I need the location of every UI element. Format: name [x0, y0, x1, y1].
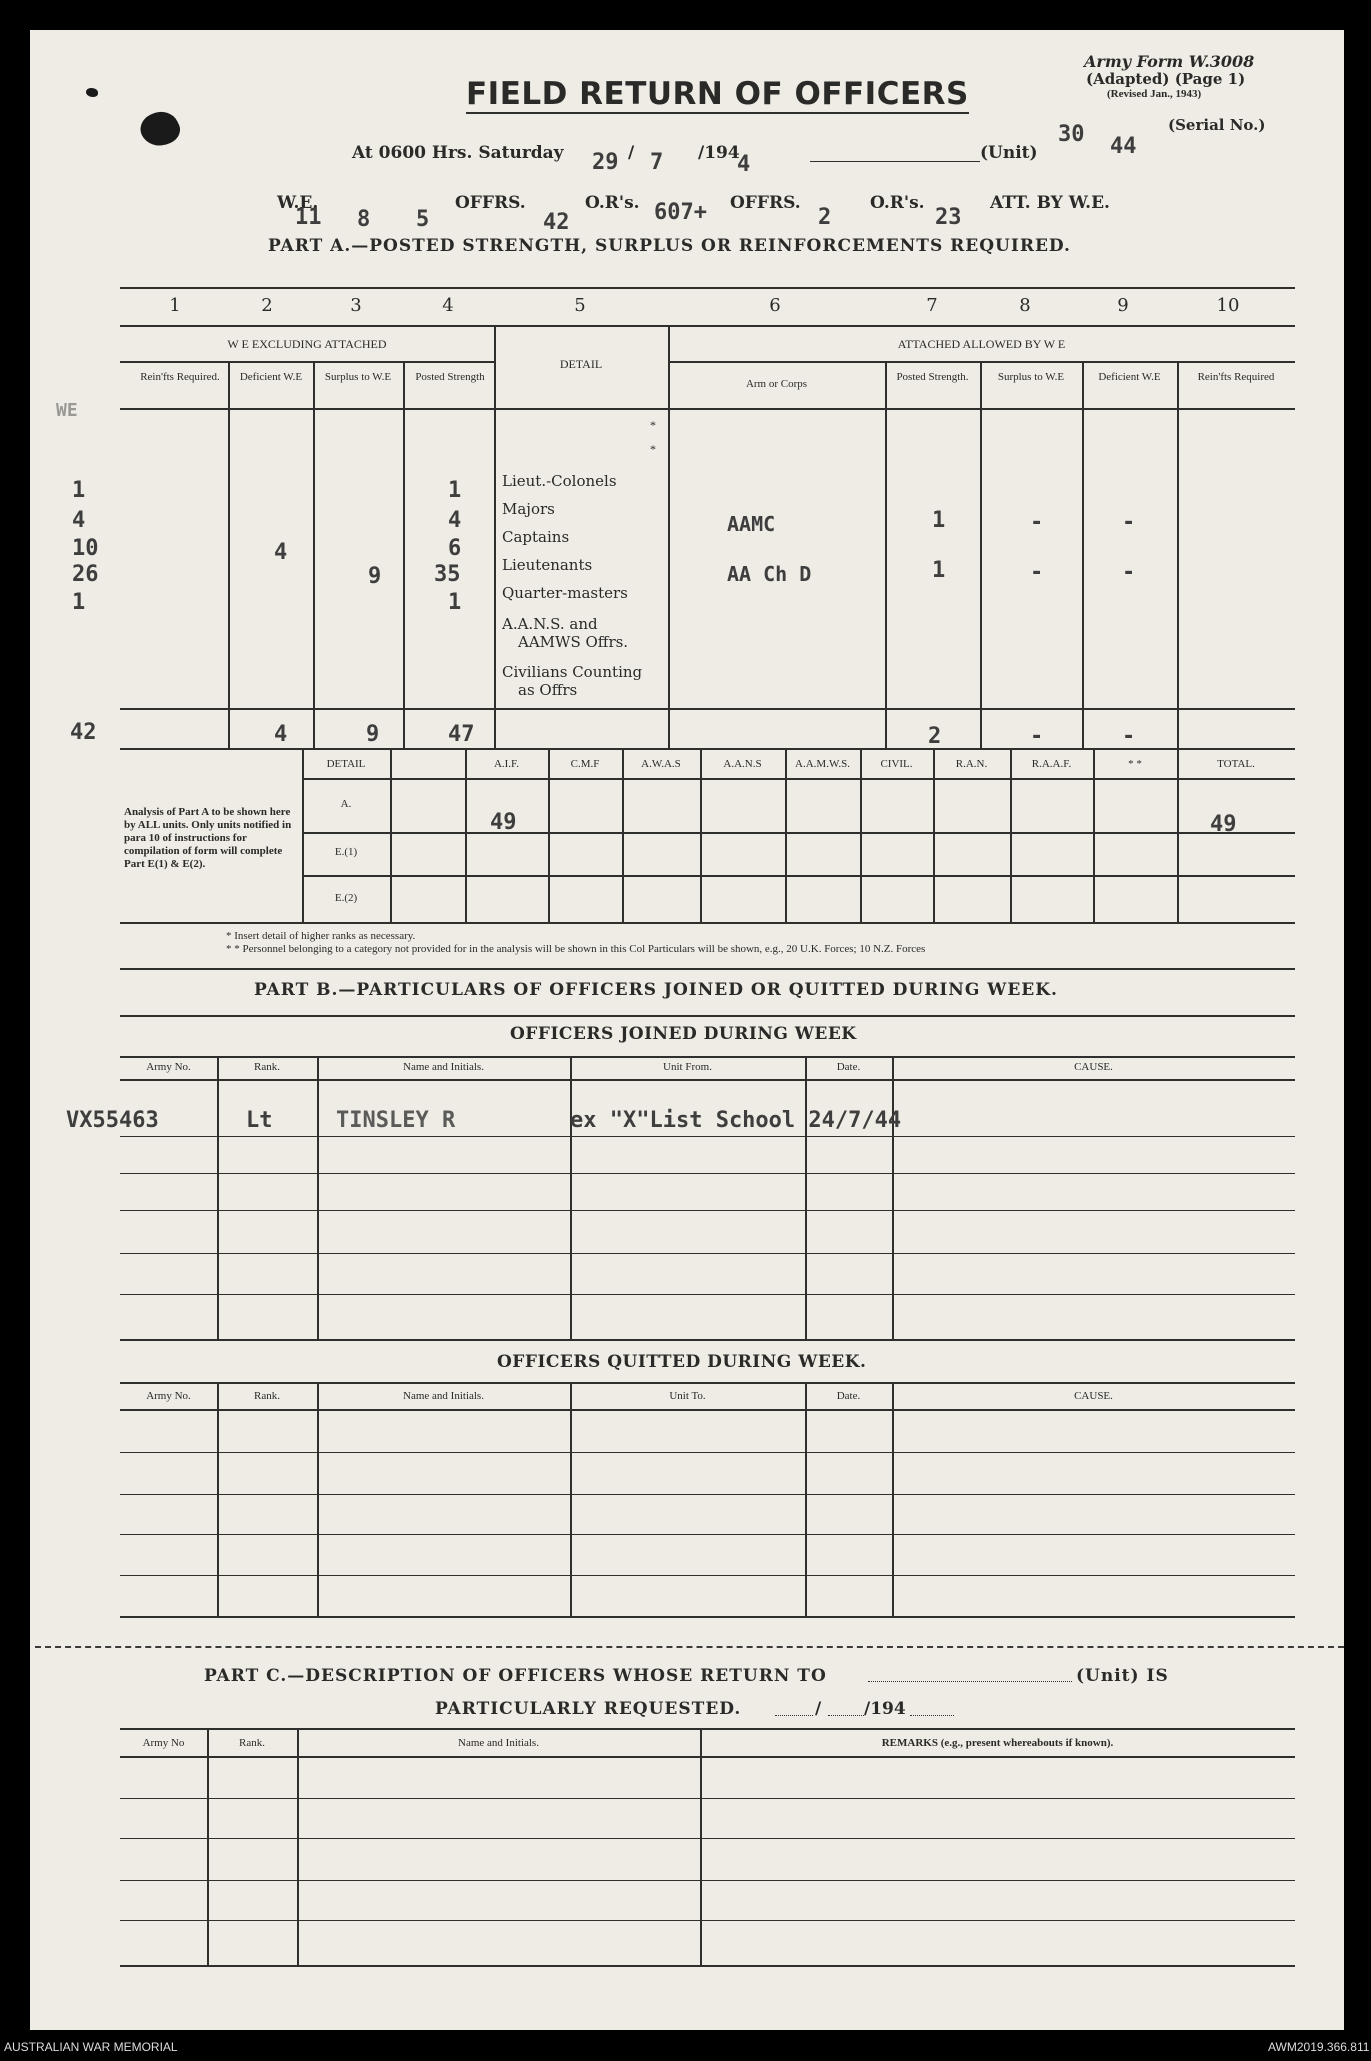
col-number: 4: [442, 295, 454, 316]
ors-value: 607+: [654, 200, 707, 225]
att-posted-2: 1: [932, 558, 946, 583]
rule: [892, 1382, 894, 1616]
part-c-unit-blank: [868, 1680, 1072, 1682]
analysis-row-label: A.: [340, 798, 352, 810]
rule: [1010, 748, 1012, 922]
col-number: 10: [1216, 295, 1240, 316]
rule: [120, 1798, 1295, 1799]
rule: [302, 832, 1295, 834]
date-month: 7: [650, 150, 664, 175]
rank-label: Captains: [502, 528, 570, 546]
rule: [317, 1382, 319, 1616]
analysis-header: CIVIL.: [880, 758, 913, 770]
posted-lieutenants: 35: [434, 562, 461, 587]
rule: [668, 361, 1295, 363]
analysis-header: C.M.F: [570, 758, 600, 770]
margin-value: 26: [72, 562, 99, 587]
quitted-col-header: Army No.: [146, 1390, 191, 1402]
col-number: 6: [769, 295, 781, 316]
quitted-col-header: Name and Initials.: [403, 1390, 484, 1402]
footnote-2: * * Personnel belonging to a category not provided for in the analysis will be shown in this Col Particulars will be shown, e.g., 20 U.K. Forces; 10 N.Z. Forces: [226, 943, 926, 955]
quitted-heading: OFFICERS QUITTED DURING WEEK.: [497, 1352, 867, 1372]
rule: [548, 748, 550, 922]
rule: [980, 361, 982, 748]
joined-col-header: CAUSE.: [1074, 1061, 1113, 1073]
part-c-col-header: REMARKS (e.g., present whereabouts if known).: [881, 1737, 1114, 1749]
date-label: At 0600 Hrs. Saturday: [352, 143, 564, 163]
rule: [1177, 748, 1179, 922]
part-c-line2: PARTICULARLY REQUESTED.: [435, 1699, 742, 1719]
ors2-label: O.R's.: [870, 193, 925, 213]
rule: [313, 361, 315, 748]
part-c-date-blank-2: [828, 1714, 864, 1716]
group-we-excluding: W E EXCLUDING ATTACHED: [227, 337, 387, 351]
rule: [1093, 748, 1095, 922]
att-dash: -: [1122, 510, 1136, 535]
rule: [120, 922, 1295, 924]
rule: [120, 1173, 1295, 1174]
rule: [120, 1382, 1295, 1384]
rank-star: *: [650, 442, 656, 456]
col-number: 8: [1019, 295, 1031, 316]
rule: [622, 748, 624, 922]
rule: [860, 748, 862, 922]
rule: [120, 325, 1295, 327]
h-posted-att: Posted Strength.: [896, 371, 969, 383]
rule: [120, 1339, 1295, 1341]
part-c-col-header: Rank.: [239, 1737, 265, 1749]
rule: [120, 1965, 1295, 1967]
joined-col-header: Name and Initials.: [403, 1061, 484, 1073]
offrs2-label: OFFRS.: [730, 193, 801, 213]
att-dash: -: [1030, 724, 1044, 749]
rule: [933, 748, 935, 922]
rule: [297, 1728, 299, 1965]
unit-blank-line: [810, 161, 980, 162]
rule: [207, 1728, 209, 1965]
rule: [494, 325, 496, 748]
rule: [120, 1575, 1295, 1576]
offrs-value: 42: [543, 210, 570, 235]
rule: [120, 748, 1295, 750]
perforation-line: [35, 1646, 1344, 1648]
rank-label: Lieut.-Colonels: [502, 472, 617, 490]
att-dash: -: [1122, 724, 1136, 749]
joined-heading: OFFICERS JOINED DURING WEEK: [510, 1024, 857, 1044]
h-surplus-att: Surplus to W.E: [997, 371, 1065, 383]
rule: [403, 361, 405, 748]
form-adapted: (Adapted) (Page 1): [1086, 70, 1246, 88]
total-att-posted: 2: [928, 724, 942, 749]
rule: [570, 1056, 572, 1339]
part-c-heading: PART C.—DESCRIPTION OF OFFICERS WHOSE RETURN TO: [204, 1666, 827, 1686]
margin-we: WE: [56, 400, 78, 421]
rule: [120, 1015, 1295, 1017]
rule: [785, 748, 787, 922]
col-number: 3: [350, 295, 362, 316]
quitted-col-header: Unit To.: [669, 1390, 706, 1402]
ors-label: O.R's.: [585, 193, 640, 213]
margin-value: 10: [72, 536, 99, 561]
analysis-total: 49: [1210, 812, 1237, 837]
rule: [120, 1838, 1295, 1839]
total-surplus: 9: [366, 722, 380, 747]
h-reinf: Rein'fts Required.: [140, 371, 220, 383]
col-number: 1: [169, 295, 181, 316]
col-number: 7: [926, 295, 938, 316]
rule: [120, 1494, 1295, 1495]
att-label: ATT. BY W.E.: [990, 193, 1110, 213]
analysis-row-label: E.(2): [334, 892, 358, 904]
h-deficient-att: Deficient W.E: [1098, 371, 1161, 383]
posted-lieut-colonels: 1: [448, 478, 462, 503]
deficient-captains: 4: [274, 540, 288, 565]
att-dash: -: [1030, 560, 1044, 585]
h-posted: Posted Strength: [415, 371, 485, 383]
analysis-header: A.A.N.S: [723, 758, 762, 770]
margin-value: 1: [72, 478, 86, 503]
att-posted-1: 1: [932, 508, 946, 533]
rule: [805, 1382, 807, 1616]
col-number: 9: [1117, 295, 1129, 316]
part-c-date-blank-1: [775, 1714, 813, 1716]
rule: [120, 1136, 1295, 1137]
aif-value: 49: [490, 810, 517, 835]
rule: [120, 1210, 1295, 1211]
att-dash: -: [1030, 510, 1044, 535]
total-reinf: 42: [70, 720, 97, 745]
rule: [120, 1920, 1295, 1921]
rule: [120, 408, 1295, 410]
offrs2-value: 2: [818, 205, 832, 230]
serial-label: (Serial No.): [1168, 116, 1266, 134]
quitted-col-header: Rank.: [254, 1390, 280, 1402]
part-a-heading: PART A.—POSTED STRENGTH, SURPLUS OR REINFORCEMENTS REQUIRED.: [268, 236, 1071, 256]
joined-col-header: Rank.: [254, 1061, 280, 1073]
quitted-col-header: CAUSE.: [1074, 1390, 1113, 1402]
joined-col-header: Army No.: [146, 1061, 191, 1073]
part-b-heading: PART B.—PARTICULARS OF OFFICERS JOINED OR QUITTED DURING WEEK.: [254, 980, 1058, 1000]
form-revised: (Revised Jan., 1943): [1107, 88, 1202, 100]
rule: [120, 708, 1295, 710]
quitted-col-header: Date.: [836, 1390, 861, 1402]
serial-number: 30: [1058, 122, 1085, 147]
detail-header: DETAIL: [559, 357, 603, 371]
joined-col-header: Date.: [836, 1061, 861, 1073]
group-attached: ATTACHED ALLOWED BY W E: [897, 337, 1066, 351]
rank-label: AAMWS Offrs.: [518, 633, 629, 651]
h-arm: Arm or Corps: [745, 378, 808, 390]
date-year-digit: 4: [737, 152, 751, 177]
rule: [120, 968, 1295, 970]
serial-year: 44: [1110, 134, 1137, 159]
joined-unit-date: ex "X"List School 24/7/44: [570, 1108, 902, 1133]
rule: [217, 1382, 219, 1616]
rank-label: as Offrs: [518, 681, 578, 699]
analysis-header: A.I.F.: [493, 758, 520, 770]
page-title: FIELD RETURN OF OFFICERS: [466, 76, 969, 112]
paper-tear: [86, 88, 98, 97]
part-c-date-blank-3: [910, 1714, 954, 1716]
part-c-unit-label: (Unit) IS: [1076, 1666, 1169, 1686]
analysis-header: R.A.N.: [955, 758, 988, 770]
part-c-date-sep: /: [815, 1699, 822, 1719]
date-sep1: /: [628, 143, 635, 163]
total-posted: 47: [448, 722, 475, 747]
att-arm-aachd: AA Ch D: [727, 562, 812, 586]
h-reinf-att: Rein'fts Required: [1197, 371, 1275, 383]
rule: [217, 1056, 219, 1339]
rule: [120, 1534, 1295, 1535]
rule: [228, 361, 230, 748]
rule: [120, 1294, 1295, 1295]
form-id: Army Form W.3008: [1084, 52, 1255, 71]
surplus-lieutenants: 9: [368, 564, 382, 589]
att-arm-aamc: AAMC: [727, 512, 776, 536]
joined-rank: Lt: [246, 1108, 273, 1133]
rule: [120, 1880, 1295, 1881]
analysis-header: * *: [1128, 758, 1142, 770]
rule: [570, 1382, 572, 1616]
ors2-value: 23: [935, 205, 962, 230]
margin-value: 4: [72, 508, 86, 533]
rule: [120, 1056, 1295, 1058]
rule: [120, 1253, 1295, 1254]
rule: [805, 1056, 807, 1339]
att-dash: -: [1122, 560, 1136, 585]
rank-label: Majors: [502, 500, 555, 518]
analysis-header: TOTAL.: [1217, 758, 1255, 770]
rank-label: Civilians Counting: [502, 663, 643, 681]
rule: [120, 1452, 1295, 1453]
rule: [1177, 361, 1179, 748]
h-deficient: Deficient W.E: [239, 371, 303, 383]
rule: [317, 1056, 319, 1339]
part-c-col-header: Army No: [142, 1737, 185, 1749]
part-c-col-header: Name and Initials.: [458, 1737, 539, 1749]
date-year-prefix: /194: [698, 143, 740, 163]
part-c-date-year: /194: [864, 1699, 906, 1719]
rule: [465, 748, 467, 922]
posted-captains: 6: [448, 536, 462, 561]
analysis-header: A.A.M.W.S.: [795, 758, 850, 770]
we-value-1: 11: [295, 205, 322, 230]
margin-value: 1: [72, 590, 86, 615]
h-surplus: Surplus to W.E: [324, 371, 392, 383]
rank-star: *: [650, 418, 656, 432]
rule: [302, 875, 1295, 877]
footer-accession: AWM2019.366.811: [1268, 2040, 1370, 2054]
footnote-1: * Insert detail of higher ranks as necessary.: [226, 930, 416, 942]
analysis-note: Analysis of Part A to be shown here by ALL units. Only units notified in para 10 of instructions for compilation of form will complete Part E(1) & E(2).: [124, 806, 292, 870]
analysis-header: R.A.A.F.: [1031, 758, 1072, 770]
rule: [120, 1079, 1295, 1081]
we-label: W.E.: [277, 193, 319, 213]
posted-quarter-masters: 1: [448, 590, 462, 615]
we-value-2: 8: [357, 207, 371, 232]
posted-majors: 4: [448, 508, 462, 533]
rule: [302, 778, 1295, 780]
col-number: 2: [261, 295, 273, 316]
rank-label: Quarter-masters: [502, 584, 628, 602]
rule: [120, 287, 1295, 289]
total-deficient: 4: [274, 722, 288, 747]
footer-credit: AUSTRALIAN WAR MEMORIAL: [4, 2040, 178, 2054]
analysis-header: A.W.A.S: [641, 758, 681, 770]
joined-col-header: Unit From.: [663, 1061, 712, 1073]
unit-label: (Unit): [980, 143, 1038, 163]
joined-name: TINSLEY R: [336, 1108, 456, 1133]
analysis-row-label: E.(1): [334, 846, 358, 858]
rule: [700, 1728, 702, 1965]
rule: [120, 361, 495, 363]
rule: [885, 361, 887, 748]
col-number: 5: [574, 295, 586, 316]
rule: [120, 1409, 1295, 1411]
we-value-3: 5: [416, 207, 430, 232]
rule: [892, 1056, 894, 1339]
rule: [1082, 361, 1084, 748]
rule: [390, 748, 392, 922]
offrs-label: OFFRS.: [455, 193, 526, 213]
rank-label: A.A.N.S. and: [502, 615, 598, 633]
rule: [120, 1616, 1295, 1618]
analysis-header: DETAIL: [326, 758, 366, 770]
rank-label: Lieutenants: [502, 556, 593, 574]
rule: [700, 748, 702, 922]
date-day: 29: [592, 150, 619, 175]
joined-army-no: VX55463: [66, 1108, 159, 1133]
